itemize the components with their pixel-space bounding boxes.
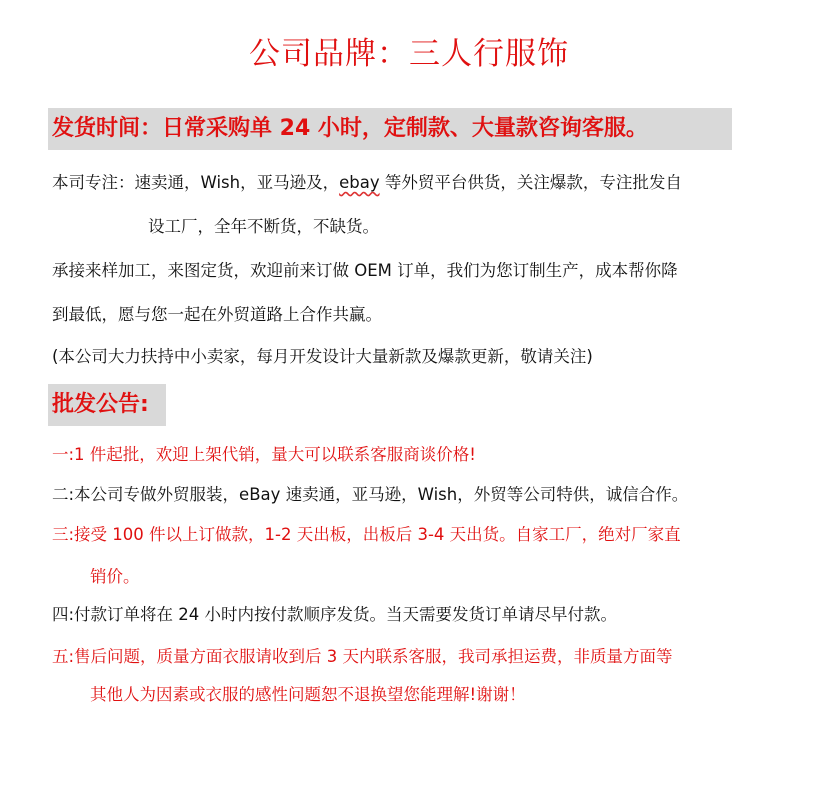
intro-line-3: 承接来样加工，来图定货，欢迎前来订做 OEM 订单，我们为您订制生产，成本帮你降	[52, 261, 678, 280]
page-title: 公司品牌：三人行服饰	[249, 36, 569, 72]
notice-4: 四:付款订单将在 24 小时内按付款顺序发货。当天需要发货订单请尽早付款。	[52, 605, 618, 624]
notice-3-line-1: 三:接受 100 件以上订做款，1-2 天出板，出板后 3-4 天出货。自家工厂，绝对厂家直	[52, 525, 681, 544]
shipping-notice: 发货时间：日常采购单 24 小时，定制款、大量款咨询客服。	[48, 108, 732, 150]
wholesale-heading: 批发公告:	[48, 384, 166, 426]
intro-line-4: 到最低，愿与您一起在外贸道路上合作共赢。	[52, 305, 382, 324]
notice-2: 二:本公司专做外贸服装，eBay 速卖通，亚马逊，Wish，外贸等公司特供，诚信合作。	[52, 485, 689, 504]
notice-1: 一:1 件起批，欢迎上架代销，量大可以联系客服商谈价格!	[52, 445, 476, 464]
intro-line-1	[52, 172, 682, 194]
intro-line-1-end: 等外贸平台供货，关注爆款，专注批发自	[379, 173, 682, 192]
notice-3-line-2: 销价。	[90, 567, 140, 586]
ebay-word: ebay	[339, 173, 380, 192]
notice-5-line-1: 五:售后问题，质量方面衣服请收到后 3 天内联系客服，我司承担运费，非质量方面等	[52, 647, 673, 666]
intro-line-1-start: 本司专注：速卖通，Wish，亚马逊及，	[52, 173, 340, 192]
notice-5-line-2: 其他人为因素或衣服的感性问题恕不退换望您能理解!谢谢！	[90, 685, 526, 704]
intro-line-5: (本公司大力扶持中小卖家，每月开发设计大量新款及爆款更新，敬请关注)	[52, 347, 593, 366]
intro-line-2: 设工厂，全年不断货，不缺货。	[148, 217, 379, 236]
